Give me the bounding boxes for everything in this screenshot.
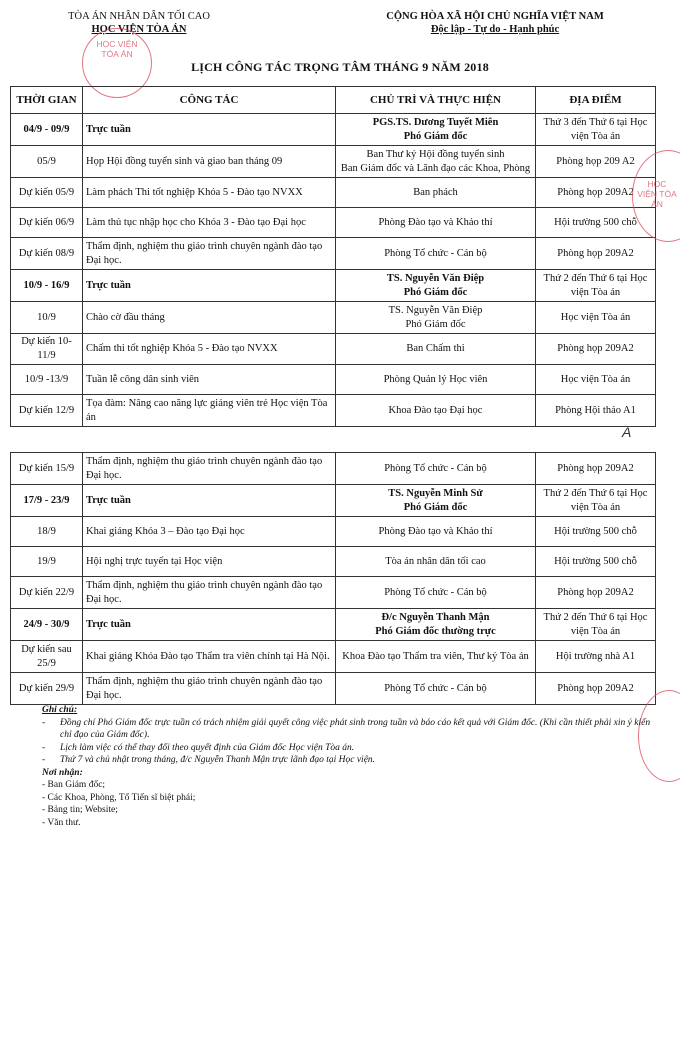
- cell-task: Tọa đàm: Nâng cao năng lực giảng viên trẻ Học viện Tòa án: [83, 395, 336, 427]
- cell-task: Thẩm định, nghiệm thu giáo trình chuyên ngành đào tạo Đại học.: [83, 673, 336, 705]
- cell-host: Phòng Tổ chức - Cán bộ: [336, 453, 536, 485]
- cell-place: Học viện Tòa án: [536, 365, 656, 395]
- cell-host: TS. Nguyễn Văn Điệp Phó Giám đốc: [336, 270, 536, 302]
- cell-place: Phòng họp 209A2: [536, 238, 656, 270]
- cell-time: Dự kiến 15/9: [11, 453, 83, 485]
- issuer-header: [44, 10, 234, 36]
- cell-host: TS. Nguyễn Minh Sử Phó Giám đốc: [336, 485, 536, 517]
- table-row: [11, 178, 656, 208]
- cell-place: Hội trường 500 chỗ: [536, 547, 656, 577]
- cell-host: TS. Nguyễn Văn Điệp Phó Giám đốc: [336, 302, 536, 334]
- cell-place: Phòng họp 209A2: [536, 453, 656, 485]
- cell-task: Thẩm định, nghiệm thu giáo trình chuyên ngành đào tạo Đại học.: [83, 453, 336, 485]
- table-row: [11, 485, 656, 517]
- table-header-row: [11, 87, 656, 114]
- cell-task: Thẩm định, nghiệm thu giáo trình chuyên ngành đào tạo Đại học.: [83, 238, 336, 270]
- table-row: [11, 208, 656, 238]
- notes-list: [42, 717, 652, 767]
- cell-task: Thẩm định, nghiệm thu giáo trình chuyên ngành đào tạo Đại học.: [83, 577, 336, 609]
- cell-task: Trực tuần: [83, 609, 336, 641]
- cell-place: Phòng họp 209A2: [536, 334, 656, 365]
- table-row: [11, 334, 656, 365]
- cell-time: 04/9 - 09/9: [11, 114, 83, 146]
- cell-host: Khoa Đào tạo Thẩm tra viên, Thư ký Tòa án: [336, 641, 536, 673]
- cell-task: Họp Hội đồng tuyển sinh và giao ban tháng 09: [83, 146, 336, 178]
- cell-place: Phòng họp 209A2: [536, 577, 656, 609]
- note-bullet: -: [42, 717, 46, 728]
- table-row: [11, 673, 656, 705]
- cell-time: 24/9 - 30/9: [11, 609, 83, 641]
- table-body: [11, 453, 656, 705]
- recipient-item: - Văn thư.: [42, 817, 81, 828]
- cell-time: Dự kiến 05/9: [11, 178, 83, 208]
- table-row: [11, 453, 656, 485]
- note-text: Lịch làm việc có thể thay đổi theo quyết định của Giám đốc Học viện Tòa án.: [60, 742, 355, 753]
- col-header-task: CÔNG TÁC: [83, 87, 336, 114]
- cell-host: Ban phách: [336, 178, 536, 208]
- cell-task: Trực tuần: [83, 485, 336, 517]
- col-header-place: ĐỊA ĐIỂM: [536, 87, 656, 114]
- cell-time: Dự kiến 29/9: [11, 673, 83, 705]
- recipient-item: - Các Khoa, Phòng, Tổ Tiến sĩ biệt phái;: [42, 792, 196, 803]
- cell-time: Dự kiến 10-11/9: [11, 334, 83, 365]
- table-row: [11, 270, 656, 302]
- cell-place: Thứ 3 đến Thứ 6 tại Học viện Tòa án: [536, 114, 656, 146]
- cell-time: Dự kiến 08/9: [11, 238, 83, 270]
- note-item: [42, 717, 652, 742]
- cell-time: 05/9: [11, 146, 83, 178]
- cell-place: Phòng họp 209A2: [536, 673, 656, 705]
- note-bullet: -: [42, 755, 46, 765]
- table-row: [11, 395, 656, 427]
- initials-mark: A: [622, 424, 632, 440]
- cell-host: Ban Thư ký Hội đồng tuyển sinh Ban Giám đốc và Lãnh đạo các Khoa, Phòng: [336, 146, 536, 178]
- cell-task: Làm phách Thi tốt nghiệp Khóa 5 - Đào tạo NVXX: [83, 178, 336, 208]
- page-title: LỊCH CÔNG TÁC TRỌNG TÂM THÁNG 9 NĂM 2018: [191, 60, 489, 74]
- col-header-host: CHỦ TRÌ VÀ THỰC HIỆN: [336, 87, 536, 114]
- table-row: [11, 365, 656, 395]
- note-text: Đồng chí Phó Giám đốc trực tuần có trách nhiệm giải quyết công việc phát sinh trong tuần và báo cáo kết quả với Giám đốc. (Khi cần thiết phải xin ý kiến chỉ đạo của Giám đốc).: [60, 717, 651, 740]
- schedule-table-part1: [10, 86, 656, 427]
- cell-host: Phòng Đào tạo và Khảo thí: [336, 208, 536, 238]
- table-row: [11, 302, 656, 334]
- notes-heading: Ghi chú:: [42, 705, 78, 715]
- cell-place: Thứ 2 đến Thứ 6 tại Học viện Tòa án: [536, 609, 656, 641]
- cell-time: 10/9: [11, 302, 83, 334]
- cell-time: 18/9: [11, 517, 83, 547]
- cell-time: Dự kiến sau 25/9: [11, 641, 83, 673]
- cell-host: Phòng Tổ chức - Cán bộ: [336, 238, 536, 270]
- note-item: [42, 754, 652, 767]
- cell-task: Hội nghị trực tuyến tại Học viện: [83, 547, 336, 577]
- national-motto: Độc lập - Tự do - Hạnh phúc: [430, 24, 560, 35]
- recipient-item: - Bảng tin; Website;: [42, 805, 118, 815]
- stamp-text: HỌC VIỆN TÒA ÁN: [637, 179, 677, 209]
- table-row: [11, 238, 656, 270]
- cell-task: Khai giảng Khóa 3 – Đào tạo Đại học: [83, 517, 336, 547]
- cell-task: Chấm thi tốt nghiệp Khóa 5 - Đào tạo NVXX: [83, 334, 336, 365]
- recipients-list: [42, 779, 652, 829]
- table-row: [11, 114, 656, 146]
- note-text: Thứ 7 và chủ nhật trong tháng, đ/c Nguyễn Thanh Mận trực lãnh đạo tại Học viện.: [60, 755, 376, 765]
- table-body: [11, 114, 656, 427]
- recipients-heading: Nơi nhận:: [42, 767, 83, 778]
- cell-host: Khoa Đào tạo Đại học: [336, 395, 536, 427]
- table-row: [11, 547, 656, 577]
- cell-place: Thứ 2 đến Thứ 6 tại Học viện Tòa án: [536, 270, 656, 302]
- notes-section: [42, 704, 652, 829]
- cell-time: Dự kiến 12/9: [11, 395, 83, 427]
- cell-place: Hội trường nhà A1: [536, 641, 656, 673]
- cell-task: Chào cờ đầu tháng: [83, 302, 336, 334]
- cell-task: Làm thủ tục nhập học cho Khóa 3 - Đào tạo Đại học: [83, 208, 336, 238]
- cell-host: PGS.TS. Dương Tuyết Miên Phó Giám đốc: [336, 114, 536, 146]
- table-row: [11, 641, 656, 673]
- schedule-table-part2: [10, 452, 656, 705]
- cell-time: 10/9 - 16/9: [11, 270, 83, 302]
- table-row: [11, 577, 656, 609]
- cell-place: Hội trường 500 chỗ: [536, 517, 656, 547]
- cell-place: Phòng họp 209 A2: [536, 146, 656, 178]
- note-item: [42, 742, 652, 755]
- col-header-time: THỜI GIAN: [11, 87, 83, 114]
- cell-time: Dự kiến 22/9: [11, 577, 83, 609]
- cell-host: Tòa án nhân dân tối cao: [336, 547, 536, 577]
- cell-host: Phòng Tổ chức - Cán bộ: [336, 673, 536, 705]
- table-row: [11, 146, 656, 178]
- cell-host: Ban Chấm thi: [336, 334, 536, 365]
- issuer-line2: HỌC VIỆN TÒA ÁN: [91, 24, 187, 35]
- national-line1: CỘNG HÒA XÃ HỘI CHỦ NGHĨA VIỆT NAM: [386, 11, 604, 22]
- national-header: [330, 10, 660, 36]
- cell-task: Trực tuần: [83, 270, 336, 302]
- issuer-line1: TÒA ÁN NHÂN DÂN TỐI CAO: [68, 11, 210, 22]
- cell-task: Trực tuần: [83, 114, 336, 146]
- cell-place: Học viện Tòa án: [536, 302, 656, 334]
- cell-place: Phòng họp 209A2: [536, 178, 656, 208]
- table-row: [11, 609, 656, 641]
- cell-task: Tuần lễ công dân sinh viên: [83, 365, 336, 395]
- table-row: [11, 517, 656, 547]
- cell-host: Phòng Quản lý Học viên: [336, 365, 536, 395]
- cell-time: 10/9 -13/9: [11, 365, 83, 395]
- recipient-item: - Ban Giám đốc;: [42, 780, 106, 790]
- cell-time: Dự kiến 06/9: [11, 208, 83, 238]
- cell-place: Hội trường 500 chỗ: [536, 208, 656, 238]
- cell-place: Phòng Hội thảo A1: [536, 395, 656, 427]
- cell-host: Đ/c Nguyễn Thanh Mận Phó Giám đốc thường trực: [336, 609, 536, 641]
- cell-host: Phòng Tổ chức - Cán bộ: [336, 577, 536, 609]
- cell-host: Phòng Đào tạo và Khảo thí: [336, 517, 536, 547]
- note-bullet: -: [42, 742, 46, 753]
- cell-place: Thứ 2 đến Thứ 6 tại Học viện Tòa án: [536, 485, 656, 517]
- stamp-text: HỌC VIỆN TÒA ÁN: [96, 39, 138, 59]
- cell-time: 17/9 - 23/9: [11, 485, 83, 517]
- cell-time: 19/9: [11, 547, 83, 577]
- cell-task: Khai giảng Khóa Đào tạo Thẩm tra viên chính tại Hà Nội.: [83, 641, 336, 673]
